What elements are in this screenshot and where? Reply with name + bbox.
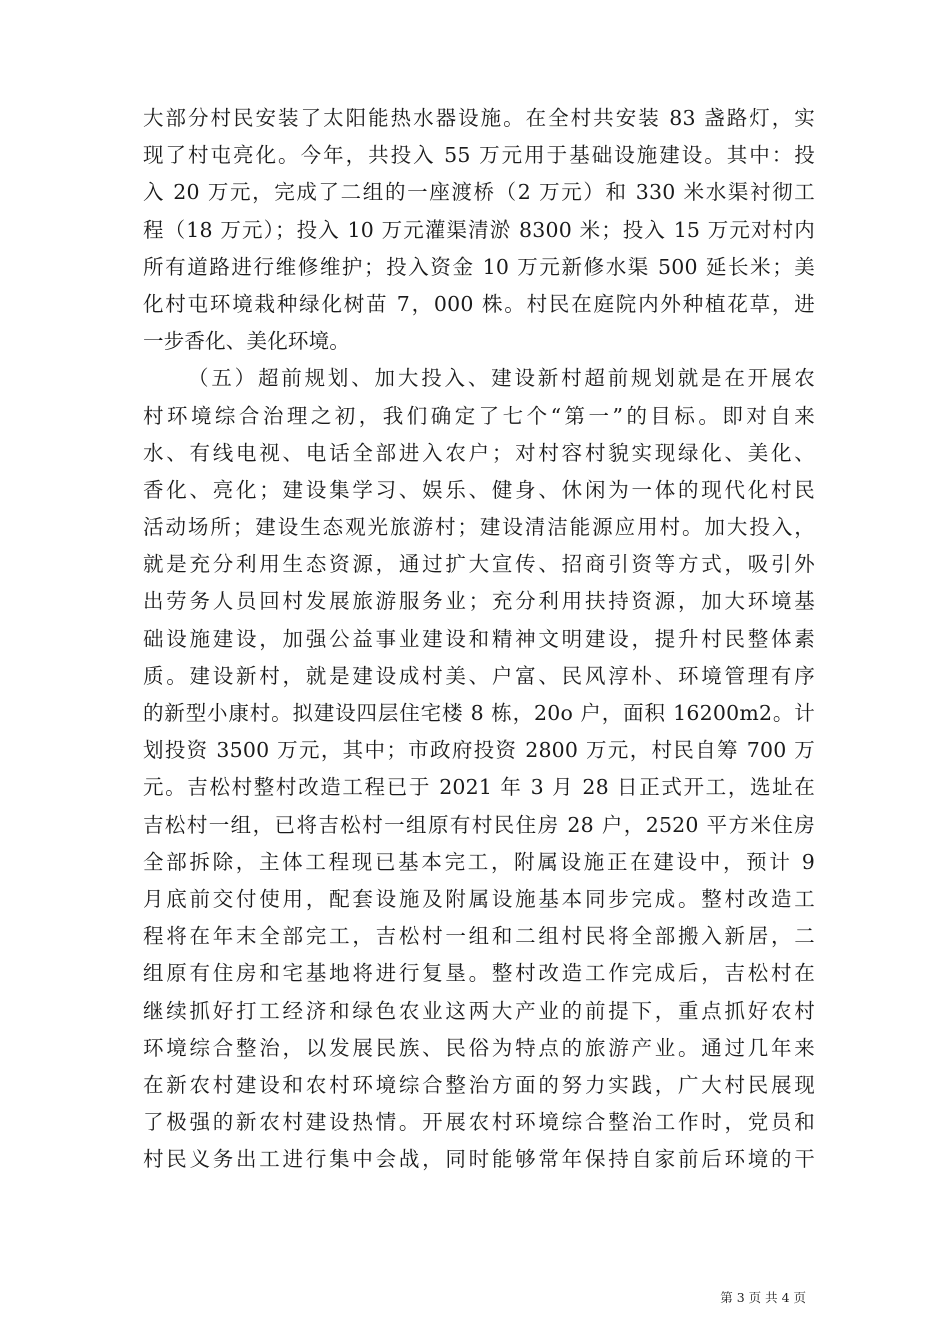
text-line: 村环境综合治理之初，我们确定了七个“第一”的目标。即对自来 [143,403,815,428]
text-line: 划投资 3500 万元，其中；市政府投资 2800 万元，村民自筹 700 万 [143,738,815,763]
text-line: 全部拆除，主体工程现已基本完工，附属设施正在建设中，预计 9 [143,849,815,874]
body-text [143,100,815,1178]
text-line: 的新型小康村。拟建设四层住宅楼 8 栋，20o 户，面积 16200m2。计 [143,701,815,725]
text-line: 所有道路进行维修维护；投入资金 10 万元新修水渠 500 延长米；美 [143,254,815,279]
text-line: 质。建设新村，就是建设成村美、户富、民风淳朴、环境管理有序 [143,663,815,688]
text-line: 在新农村建设和农村环境综合整治方面的努力实践，广大村民展现 [143,1072,815,1097]
text-line: 月底前交付使用，配套设施及附属设施基本同步完成。整村改造工 [143,886,815,911]
text-line: 现了村屯亮化。今年，共投入 55 万元用于基础设施建设。其中：投 [143,143,815,168]
text-line: 础设施建设，加强公益事业建设和精神文明建设，提升村民整体素 [143,626,815,651]
text-line: 活动场所；建设生态观光旅游村；建设清洁能源应用村。加大投入， [143,515,815,540]
text-line: 大部分村民安装了太阳能热水器设施。在全村共安装 83 盏路灯，实 [143,106,815,130]
text-line: 香化、亮化；建设集学习、娱乐、健身、休闲为一体的现代化村民 [143,477,815,502]
text-line: 了极强的新农村建设热情。开展农村环境综合整治工作时，党员和 [143,1110,815,1135]
text-line: 吉松村一组，已将吉松村一组原有村民住房 28 户，2520 平方米住房 [143,812,815,837]
text-line: 水、有线电视、电话全部进入农户；对村容村貌实现绿化、美化、 [143,440,815,465]
paragraph-1 [143,100,815,360]
text-line: 程（18 万元）；投入 10 万元灌渠清淤 8300 米；投入 15 万元对村内 [143,217,815,242]
paragraph-2 [143,360,815,1178]
text-line: 元。吉松村整村改造工程已于 2021 年 3 月 28 日正式开工，选址在 [143,775,815,800]
text-line: 一步香化、美化环境。 [143,329,350,354]
text-line: 出劳务人员回村发展旅游服务业；充分利用扶持资源，加大环境基 [143,589,815,614]
text-line: 继续抓好打工经济和绿色农业这两大产业的前提下，重点抓好农村 [143,998,815,1023]
text-line: 组原有住房和宅基地将进行复垦。整村改造工作完成后，吉松村在 [143,961,815,986]
text-line: 程将在年末全部完工，吉松村一组和二组村民将全部搬入新居，二 [143,924,815,949]
text-line: （五）超前规划、加大投入、建设新村超前规划就是在开展农 [188,366,815,391]
text-line: 环境综合整治，以发展民族、民俗为特点的旅游产业。通过几年来 [143,1035,815,1060]
page-number: 第 3 页 共 4 页 [720,1290,806,1305]
text-line: 化村屯环境栽种绿化树苗 7，000 株。村民在庭院内外种植花草，进 [143,291,815,316]
text-line: 村民义务出工进行集中会战，同时能够常年保持自家前后环境的干 [143,1147,815,1172]
text-line: 就是充分利用生态资源，通过扩大宣传、招商引资等方式，吸引外 [143,552,815,577]
text-line: 入 20 万元，完成了二组的一座渡桥（2 万元）和 330 米水渠衬彻工 [143,180,815,205]
